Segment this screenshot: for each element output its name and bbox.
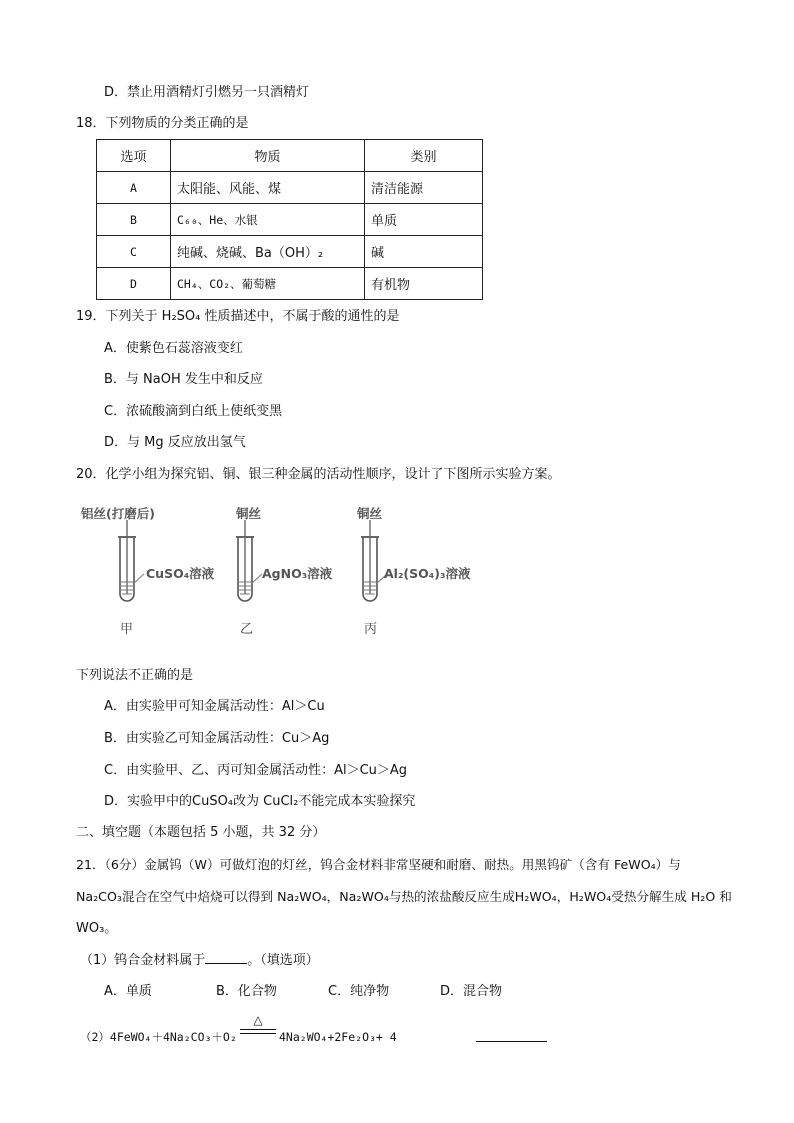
row-substance: 太阳能、风能、煤 xyxy=(171,172,365,204)
q19-option-a: A．使紫色石蕊溶液变红 xyxy=(104,341,243,356)
q18-stem: 18．下列物质的分类正确的是 xyxy=(76,116,249,131)
q21-part-1-option-c: C．纯净物 xyxy=(328,984,390,999)
row-substance: C₆₀、He、水银 xyxy=(171,204,365,236)
q19-stem: 19．下列关于 H₂SO₄ 性质描述中，不属于酸的通性的是 xyxy=(76,309,400,324)
row-substance: CH₄、CO₂、葡萄糖 xyxy=(171,268,365,300)
table-row xyxy=(97,204,483,236)
q20-sub-stem: 下列说法不正确的是 xyxy=(76,668,194,683)
classification-table xyxy=(96,139,483,300)
q21-part-2-reactants: （2）4FeWO₄＋4Na₂CO₃＋O₂ xyxy=(80,1030,237,1044)
heat-triangle-icon: △ xyxy=(253,1013,263,1027)
answer-blank[interactable] xyxy=(205,951,247,964)
q20-option-b: B．由实验乙可知金属活动性：Cu＞Ag xyxy=(104,731,330,746)
table-row xyxy=(97,172,483,204)
q21-part-1-suffix: 。（填选项） xyxy=(247,953,319,968)
heat-equals-sign xyxy=(240,1014,276,1040)
q21-line-1: 21．（6分）金属钨（W）可做灯泡的灯丝，钨合金材料非常坚硬和耐磨、耐热。用黑钨矿（含有 FeWO₄）与 xyxy=(76,857,681,872)
q21-line-3: WO₃。 xyxy=(76,921,118,936)
q21-part-1-option-a: A．单质 xyxy=(104,984,152,999)
header-substance: 物质 xyxy=(171,140,365,172)
header-category: 类别 xyxy=(365,140,483,172)
q20-option-c: C．由实验甲、乙、丙可知金属活动性：Al＞Cu＞Ag xyxy=(104,763,408,778)
tube-1-solution-label: CuSO₄溶液 xyxy=(146,566,215,581)
q20-stem: 20．化学小组为探究铝、铜、银三种金属的活动性顺序，设计了下图所示实验方案。 xyxy=(76,467,561,482)
experiment-figure xyxy=(76,498,481,643)
q21-part-1-prefix: （1）钨合金材料属于 xyxy=(80,953,206,968)
row-category: 清洁能源 xyxy=(365,172,483,204)
row-option: B xyxy=(97,204,171,236)
row-option: D xyxy=(97,268,171,300)
q21-part-1-option-d: D．混合物 xyxy=(440,984,503,999)
section-title: 二、填空题（本题包括 5 小题，共 32 分） xyxy=(76,825,326,840)
table-header-row xyxy=(97,140,483,172)
tube-1-metal-label: 铝丝(打磨后) xyxy=(81,506,155,521)
test-tube-3 xyxy=(361,520,387,601)
row-option: C xyxy=(97,236,171,268)
tube-3-solution-label: Al₂(SO₄)₃溶液 xyxy=(384,566,471,581)
q21-part-1-option-b: B．化合物 xyxy=(216,984,277,999)
tube-3-metal-label: 铜丝 xyxy=(357,506,383,521)
q21-line-2: Na₂CO₃混合在空气中焙烧可以得到 Na₂WO₄，Na₂WO₄与热的浓盐酸反应生成H₂WO₄，H₂WO₄受热分解生成 H₂O 和 xyxy=(76,889,732,904)
row-category: 碱 xyxy=(365,236,483,268)
row-category: 有机物 xyxy=(365,268,483,300)
tube-1-caption: 甲 xyxy=(120,622,134,637)
tube-3-caption: 丙 xyxy=(364,622,378,637)
q21-part-2-products: 4Na₂WO₄+2Fe₂O₃+ 4 xyxy=(279,1030,397,1044)
row-option: A xyxy=(97,172,171,204)
table-row xyxy=(97,268,483,300)
tube-2-caption: 乙 xyxy=(240,622,254,637)
tube-2-metal-label: 铜丝 xyxy=(236,506,262,521)
q17-option-d: D．禁止用酒精灯引燃另一只酒精灯 xyxy=(104,85,310,100)
q19-option-d: D．与 Mg 反应放出氢气 xyxy=(104,435,246,450)
header-option: 选项 xyxy=(97,140,171,172)
q21-part-1 xyxy=(80,951,319,970)
q20-option-d: D．实验甲中的CuSO₄改为 CuCl₂不能完成本实验探究 xyxy=(104,794,416,809)
answer-blank-line[interactable] xyxy=(476,1041,547,1042)
test-tube-2 xyxy=(236,520,262,601)
q20-option-a: A．由实验甲可知金属活动性：Al＞Cu xyxy=(104,699,325,714)
table-row xyxy=(97,236,483,268)
q19-option-c: C．浓硫酸滴到白纸上使纸变黑 xyxy=(104,404,283,419)
q19-option-b: B．与 NaOH 发生中和反应 xyxy=(104,372,263,387)
tube-2-solution-label: AgNO₃溶液 xyxy=(262,566,333,581)
row-substance: 纯碱、烧碱、Ba（OH）₂ xyxy=(171,236,365,268)
test-tube-1 xyxy=(118,520,144,601)
row-category: 单质 xyxy=(365,204,483,236)
